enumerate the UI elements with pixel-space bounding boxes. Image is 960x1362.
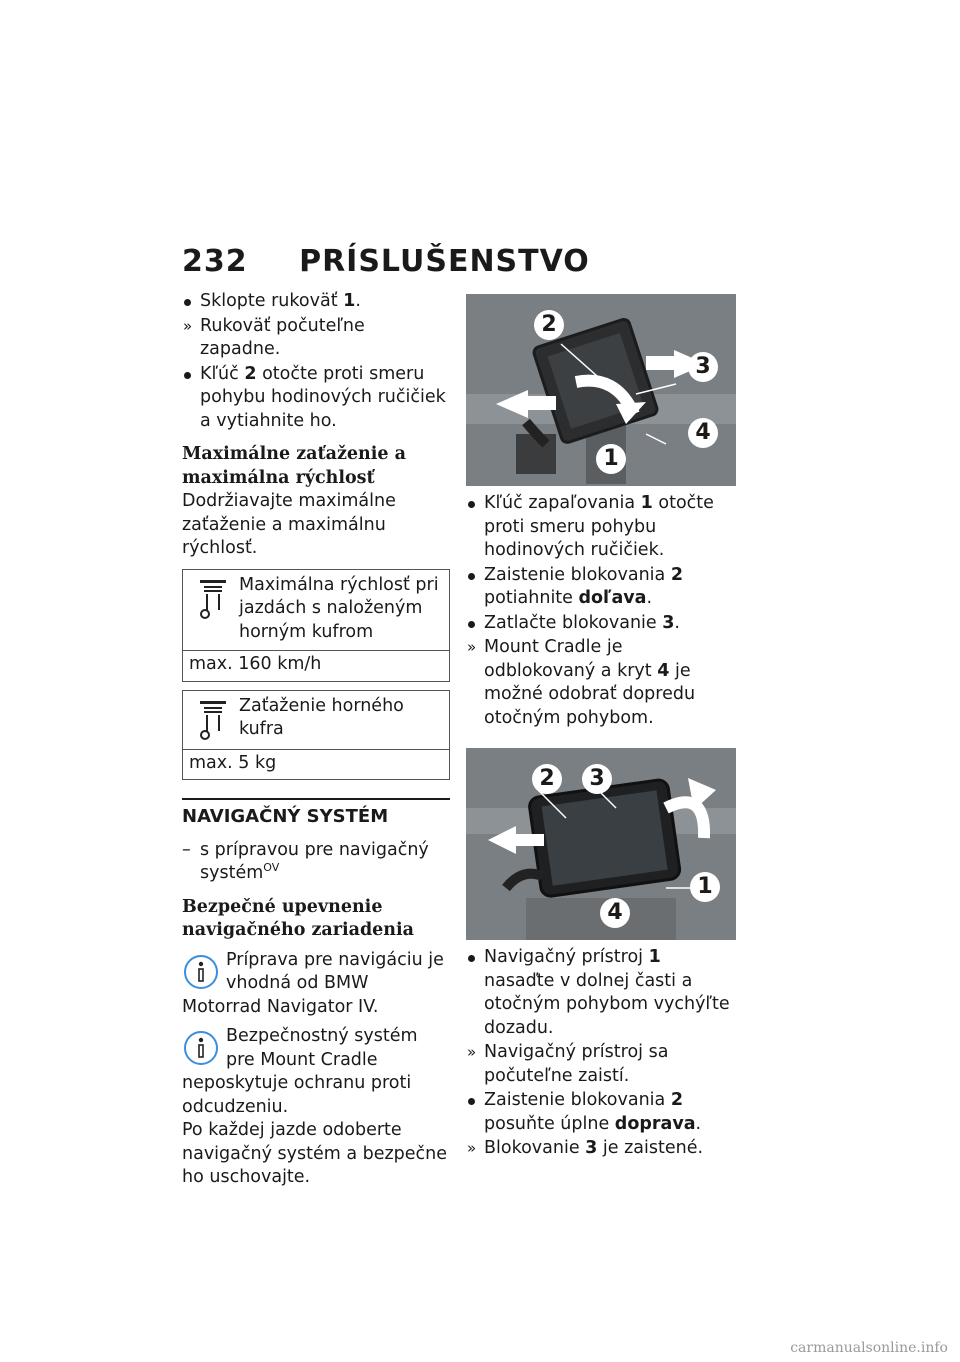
- callout-label-4: 4: [600, 898, 630, 928]
- figure-navigator-insert: [466, 748, 736, 940]
- right-column: [466, 290, 734, 1162]
- info-note-1-text: Príprava pre navigáciu je vhodná od BMW Motorrad Navigator IV.: [182, 949, 444, 1017]
- instruction-step: [466, 946, 734, 1040]
- result-step: [466, 1137, 734, 1161]
- step-text: Zatlačte blokovanie 3.: [484, 612, 680, 633]
- option-text: s prípravou pre navigačný systém: [200, 839, 429, 883]
- spec-load-label-cell: [183, 691, 449, 750]
- step-text: Zaistenie blokovania 2 potiahnite doľava.: [484, 564, 684, 608]
- spec-speed-value: max. 160 km/h: [189, 654, 322, 674]
- result-marker: »: [183, 316, 193, 335]
- step-list-3: [466, 946, 734, 1161]
- heading-secure-mount: Bezpečné upevnenie navigačného zariadenia: [182, 896, 415, 940]
- step-list-1: [182, 290, 450, 433]
- callout-label-1: 1: [690, 872, 720, 902]
- option-sup: OV: [263, 861, 280, 875]
- step-text: Navigačný prístroj 1 nasaďte v dolnej časti a otočným pohybom vychýľte dozadu.: [484, 947, 730, 1038]
- step-text: Rukoväť počuteľne zapadne.: [200, 315, 365, 359]
- callout-label-1: 1: [596, 444, 626, 474]
- step-text: Mount Cradle je odblokovaný a kryt 4 je možné odobrať dopredu otočným pohybom.: [484, 637, 696, 728]
- instruction-step: [182, 290, 450, 314]
- info-note-2-text: Bezpečnostný systém pre Mount Cradle neposkytuje ochranu proti odcudzeniu.: [182, 1026, 418, 1117]
- result-step: [466, 1041, 734, 1088]
- heading-max-load: Maximálne zaťaženie a maximálna rýchlosť: [182, 444, 406, 488]
- result-marker: »: [467, 1043, 477, 1061]
- info-note-2: [182, 1025, 450, 1119]
- instruction-step: [466, 612, 734, 636]
- spec-table-speed: [182, 569, 450, 682]
- section-title: NAVIGAČNÝ SYSTÉM: [182, 798, 450, 829]
- result-step: [182, 315, 450, 362]
- callout-label-2: 2: [532, 764, 562, 794]
- page-number: 232: [182, 244, 248, 279]
- info-note-1: [182, 949, 450, 1020]
- option-line: [182, 839, 450, 886]
- figure-mount-cradle-unlock: [466, 294, 736, 486]
- callout-label-3: 3: [688, 352, 718, 382]
- step-text: Navigačný prístroj sa počuteľne zaistí.: [484, 1042, 669, 1086]
- spec-table-load: [182, 690, 450, 781]
- instruction-step: [466, 492, 734, 563]
- callout-label-3: 3: [582, 764, 612, 794]
- spec-load-label: Zaťaženie horného kufra: [239, 695, 404, 739]
- info-icon: [182, 1029, 220, 1067]
- spec-speed-label-cell: [183, 570, 449, 652]
- callout-label-2: 2: [534, 310, 564, 340]
- spec-load-value: max. 5 kg: [189, 752, 277, 773]
- info-icon: [182, 953, 220, 991]
- step-text: Kľúč zapaľovania 1 otočte proti smeru pohybu hodinových ručičiek.: [484, 493, 714, 560]
- instruction-step: [466, 564, 734, 611]
- weight-gauge-icon: [197, 697, 231, 743]
- step-text: Sklopte rukoväť 1.: [200, 291, 361, 311]
- spec-speed-label: Maximálna rýchlosť pri jazdách s naloženým horným kufrom: [239, 574, 439, 642]
- instruction-step: [182, 363, 450, 434]
- instruction-step: [466, 1089, 734, 1136]
- step-text: Blokovanie 3 je zaistené.: [484, 1138, 704, 1158]
- callout-label-4: 4: [688, 418, 718, 448]
- page-title: PRÍSLUŠENSTVO: [299, 244, 590, 279]
- dash-marker: –: [182, 839, 191, 860]
- step-list-2: [466, 492, 734, 730]
- weight-gauge-icon: [197, 576, 231, 622]
- left-column: [182, 290, 450, 1190]
- step-text: Kľúč 2 otočte proti smeru pohybu hodinových ručičiek a vytiahnite ho.: [200, 363, 446, 431]
- page-header: [182, 244, 590, 279]
- result-marker: »: [467, 638, 477, 656]
- para-secure-mount: Po každej jazde odoberte navigačný systém a bezpečne ho uschovajte.: [182, 1120, 448, 1187]
- para-max-load: Dodržiavajte maximálne zaťaženie a maximálnu rýchlosť.: [182, 491, 396, 558]
- step-text: Zaistenie blokovania 2 posuňte úplne doprava.: [484, 1090, 702, 1134]
- result-step: [466, 636, 734, 730]
- watermark-footer: carmanualsonline.info: [790, 1340, 948, 1356]
- result-marker: »: [467, 1139, 477, 1157]
